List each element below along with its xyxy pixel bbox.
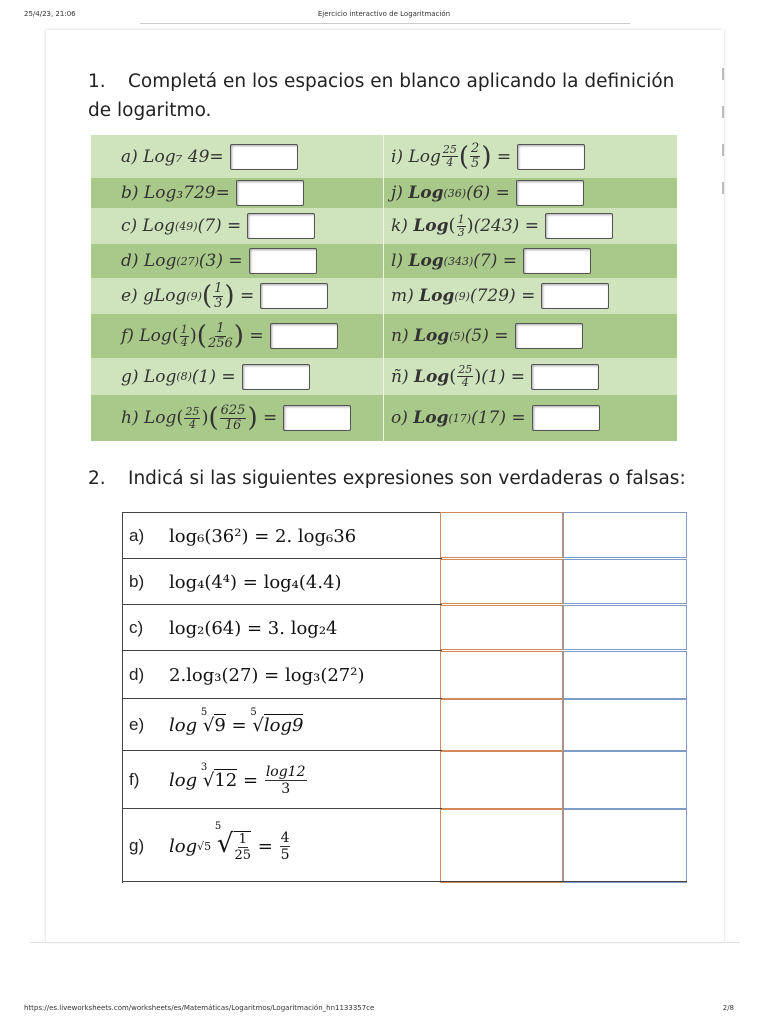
expression: log 5 √9 = 5 √log9 [169, 706, 304, 736]
item-d: d) Log (27) (3) = [121, 244, 317, 278]
question-2-text: Indicá si las siguientes expresiones son verdaderas o falsas: [128, 468, 686, 489]
answer-box-e[interactable] [260, 283, 328, 309]
answer-box-i[interactable] [517, 144, 585, 170]
answer-box-false-e[interactable] [563, 699, 687, 751]
table-row: a) log₆(36²) = 2. log₆36 [122, 512, 442, 559]
table-row [91, 135, 677, 179]
page-bottom-rule [30, 942, 740, 943]
answer-box-n[interactable] [515, 323, 583, 349]
expression: 2.log₃(27) = log₃(27²) [169, 664, 365, 686]
answer-box-a[interactable] [230, 144, 298, 170]
item-n: n) Log (5) (5) = [391, 314, 583, 358]
item-k: k) Log ( $\frac{1}{3}$ ) (243) = [391, 208, 613, 244]
answer-box-m[interactable] [541, 283, 609, 309]
answer-box-o[interactable] [532, 405, 600, 431]
table-row [91, 208, 677, 245]
table-row: e) log 5 √9 = 5 √log9 [122, 698, 442, 751]
question-1-text: Completá en los espacios en blanco aplicando la definición de logaritmo. [88, 71, 675, 121]
expression: log √5 5 √ $\frac{1}{25}$ = $\frac{4}{5}$ [169, 821, 290, 863]
answer-box-false-b[interactable] [563, 559, 687, 604]
exercise-2-table [122, 512, 687, 882]
table-row [91, 244, 677, 279]
question-1-number: 1. [88, 71, 106, 92]
table-row: f) log 3 √12 = $\frac{\log 12}{3}$ [122, 750, 442, 809]
item-e: e) gLog (9) ( $\frac{1}{3}$ ) = [121, 278, 328, 314]
scroll-mark [722, 182, 724, 194]
answer-box-false-a[interactable] [563, 512, 687, 558]
page-number: 2/8 [722, 1004, 734, 1012]
answer-box-ñ[interactable] [531, 364, 599, 390]
table-row: b) log₄(4⁴) = log₄(4.4) [122, 558, 442, 605]
question-2 [88, 464, 708, 493]
header-rule [140, 23, 630, 24]
answer-box-true-g[interactable] [440, 809, 563, 883]
item-h: h) Log ( $\frac{25}{4}$ ) ( $\frac{625}{16}$ ) = [121, 395, 351, 441]
answer-box-b[interactable] [236, 180, 304, 206]
answer-box-true-d[interactable] [440, 651, 563, 699]
answer-box-f[interactable] [270, 323, 338, 349]
question-2-number: 2. [88, 468, 106, 489]
column-divider [383, 135, 384, 441]
answer-box-false-c[interactable] [563, 605, 687, 650]
item-j: j) Log (36) (6) = [391, 178, 584, 208]
table-bottom-rule [122, 881, 687, 882]
scroll-mark [722, 144, 724, 156]
table-row [91, 395, 677, 441]
expression: log₂(64) = 3. log₂4 [169, 617, 338, 639]
item-b: b) Log₃729= [121, 178, 304, 208]
answer-box-l[interactable] [523, 248, 591, 274]
answer-box-g[interactable] [242, 364, 310, 390]
answer-box-j[interactable] [516, 180, 584, 206]
table-row [91, 278, 677, 315]
table-row: d) 2.log₃(27) = log₃(27²) [122, 650, 442, 699]
item-l: l) Log (343) (7) = [391, 244, 591, 278]
table-row [91, 314, 677, 359]
exercise-1-table [91, 135, 677, 441]
answer-box-true-c[interactable] [440, 605, 563, 650]
answer-box-true-f[interactable] [440, 751, 563, 809]
table-row [91, 178, 677, 209]
item-f: f) Log ( $\frac{1}{4}$ ) ( $\frac{1}{256}$ ) = [121, 314, 338, 358]
question-1 [88, 67, 688, 125]
answer-box-c[interactable] [247, 213, 315, 239]
footer-url: https://es.liveworksheets.com/worksheets/es/Matemáticas/Logaritmos/Logaritmación_hn1133357ce [24, 1004, 375, 1012]
table-row: g) log √5 5 √ $\frac{1}{25}$ = $\frac{4}{5}$ [122, 808, 442, 883]
answer-box-true-b[interactable] [440, 559, 563, 604]
expression: log₄(4⁴) = log₄(4.4) [169, 571, 342, 593]
item-a: a) Log₇ 49= [121, 135, 298, 178]
item-i: i) Log $\frac{25}{4}$ ( $\frac{2}{5}$ ) = [391, 135, 585, 178]
answer-box-h[interactable] [283, 405, 351, 431]
answer-box-false-f[interactable] [563, 751, 687, 809]
scroll-mark [722, 106, 724, 118]
answer-box-true-a[interactable] [440, 512, 563, 558]
answer-box-d[interactable] [249, 248, 317, 274]
expression: log 3 √12 = $\frac{\log 12}{3}$ [169, 761, 306, 797]
scroll-mark [722, 68, 724, 80]
answer-box-false-g[interactable] [563, 809, 687, 883]
answer-box-false-d[interactable] [563, 651, 687, 699]
table-row [91, 358, 677, 396]
item-o: o) Log (17) (17) = [391, 395, 600, 441]
item-m: m) Log (9) (729) = [391, 278, 609, 314]
print-title: Ejercicio interactivo de Logaritmación [317, 10, 451, 18]
item-g: g) Log (8) (1) = [121, 358, 310, 395]
answer-box-true-e[interactable] [440, 699, 563, 751]
answer-box-k[interactable] [545, 213, 613, 239]
print-date: 25/4/23, 21:06 [24, 10, 76, 18]
base-fraction: $\frac{25}{4}$ [442, 143, 457, 169]
item-c: c) Log (49) (7) = [121, 208, 315, 244]
item-ñ: ñ) Log ( $\frac{25}{4}$ ) (1) = [391, 358, 599, 395]
expression: log₆(36²) = 2. log₆36 [169, 525, 357, 547]
table-row: c) log₂(64) = 3. log₂4 [122, 604, 442, 651]
